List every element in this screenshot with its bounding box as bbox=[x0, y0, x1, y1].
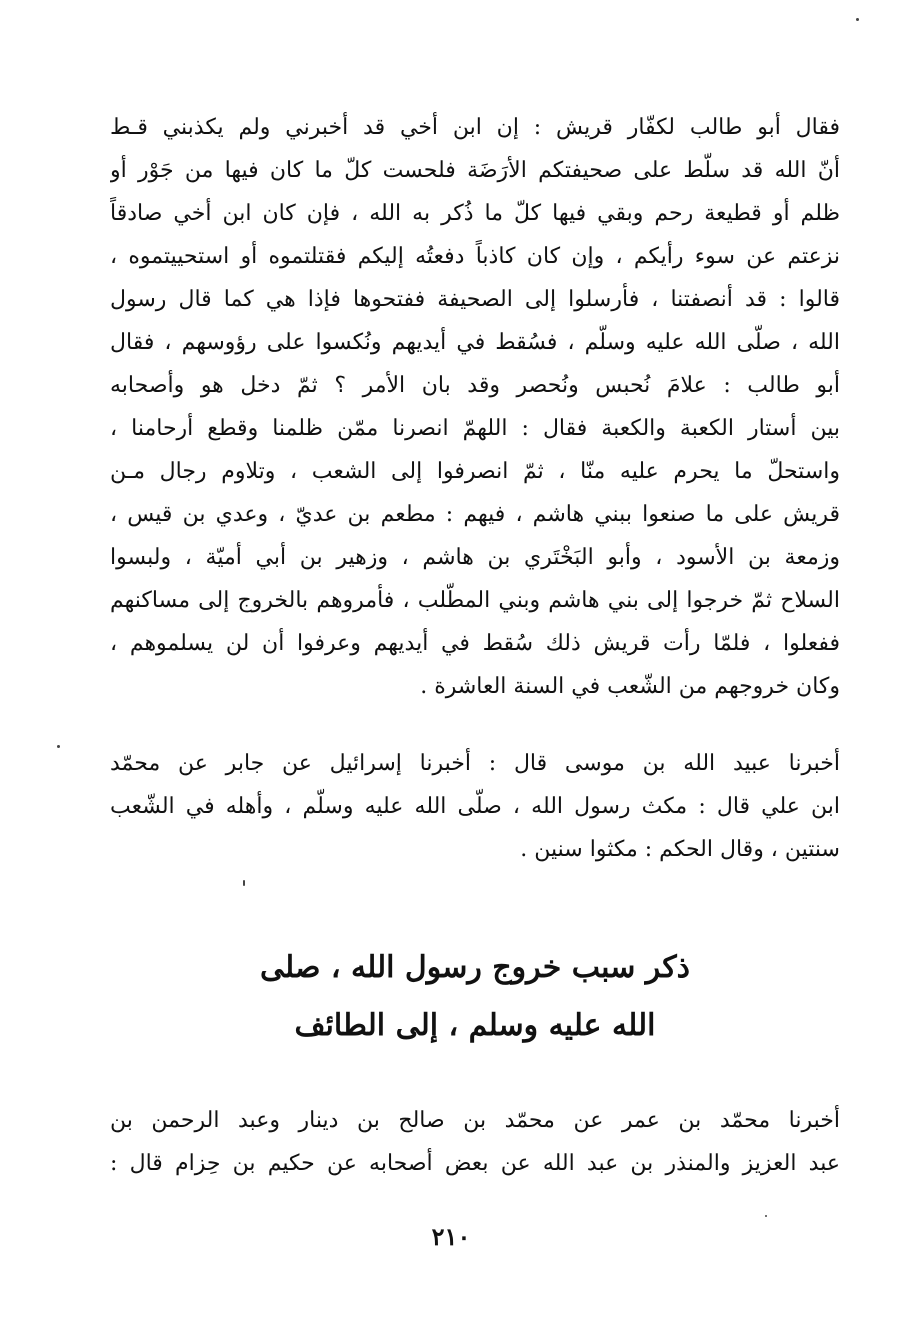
text-line: واستحلّ ما يحرم عليه منّا ، ثمّ انصرفوا إلى الشعب ، وتلاوم رجال مـن bbox=[110, 459, 840, 484]
text-line: أنّ الله قد سلّط على صحيفتكم الأرَضَة فلحست كلّ ما كان فيها من جَوْر أو bbox=[110, 158, 840, 183]
scan-speck bbox=[57, 745, 60, 748]
text-line: عبد العزيز والمنذر بن عبد الله عن بعض أصحابه عن حكيم بن حِزام قال : bbox=[110, 1151, 840, 1176]
scan-speck bbox=[243, 880, 245, 886]
section-heading-line-2: الله عليه وسلم ، إلى الطائف bbox=[294, 1008, 656, 1043]
text-line: قالوا : قد أنصفتنا ، فأرسلوا إلى الصحيفة ففتحوها فإذا هي كما قال رسول bbox=[110, 287, 840, 312]
section-heading-line-1: ذكر سبب خروج رسول الله ، صلى bbox=[260, 950, 690, 985]
text-line: بين أستار الكعبة والكعبة فقال : اللهمّ انصرنا ممّن ظلمنا وقطع أرحامنا ، bbox=[110, 416, 840, 441]
text-line: فقال أبو طالب لكفّار قريش : إن ابن أخي قد أخبرني ولم يكذبني قـط bbox=[110, 115, 840, 140]
text-line: أخبرنا محمّد بن عمر عن محمّد بن صالح بن دينار وعبد الرحمن بن bbox=[110, 1108, 840, 1133]
text-line: نزعتم عن سوء رأيكم ، وإن كان كاذباً دفعتُه إليكم فقتلتموه أو استحييتموه ، bbox=[110, 244, 840, 269]
text-line: ففعلوا ، فلمّا رأت قريش ذلك سُقط في أيديهم وعرفوا أن لن يسلموهم ، bbox=[110, 631, 840, 656]
text-line: ظلم أو قطيعة رحم وبقي فيها كلّ ما ذُكر به الله ، فإن كان ابن أخي صادقاً bbox=[110, 201, 840, 226]
text-line: ابن علي قال : مكث رسول الله ، صلّى الله عليه وسلّم ، وأهله في الشّعب bbox=[110, 794, 840, 819]
text-line: أخبرنا عبيد الله بن موسى قال : أخبرنا إسرائيل عن جابر عن محمّد bbox=[110, 751, 840, 776]
text-line: وزمعة بن الأسود ، وأبو البَخْتَري بن هاشم ، وزهير بن أبي أميّة ، ولبسوا bbox=[110, 545, 840, 570]
paragraph-abu-talib bbox=[110, 106, 840, 708]
scan-speck bbox=[856, 18, 859, 21]
text-line: أبو طالب : علامَ نُحبس ونُحصر وقد بان الأمر ؟ ثمّ دخل هو وأصحابه bbox=[110, 373, 840, 398]
text-line: سنتين ، وقال الحكم : مكثوا سنين . bbox=[520, 837, 840, 862]
text-line: قريش على ما صنعوا ببني هاشم ، فيهم : مطعم بن عديّ ، وعدي بن قيس ، bbox=[110, 502, 840, 527]
text-line: الله ، صلّى الله عليه وسلّم ، فسُقط في أيديهم ونُكسوا على رؤوسهم ، فقال bbox=[110, 330, 840, 355]
page-number: ٢١٠ bbox=[431, 1222, 471, 1251]
text-line: السلاح ثمّ خرجوا إلى بني هاشم وبني المطّلب ، فأمروهم بالخروج إلى مساكنهم bbox=[110, 588, 840, 613]
scan-speck bbox=[765, 1215, 767, 1217]
paragraph-ubaidullah bbox=[110, 742, 840, 871]
paragraph-muhammad-bin-umar bbox=[110, 1099, 840, 1185]
text-line: وكان خروجهم من الشّعب في السنة العاشرة . bbox=[420, 674, 840, 699]
